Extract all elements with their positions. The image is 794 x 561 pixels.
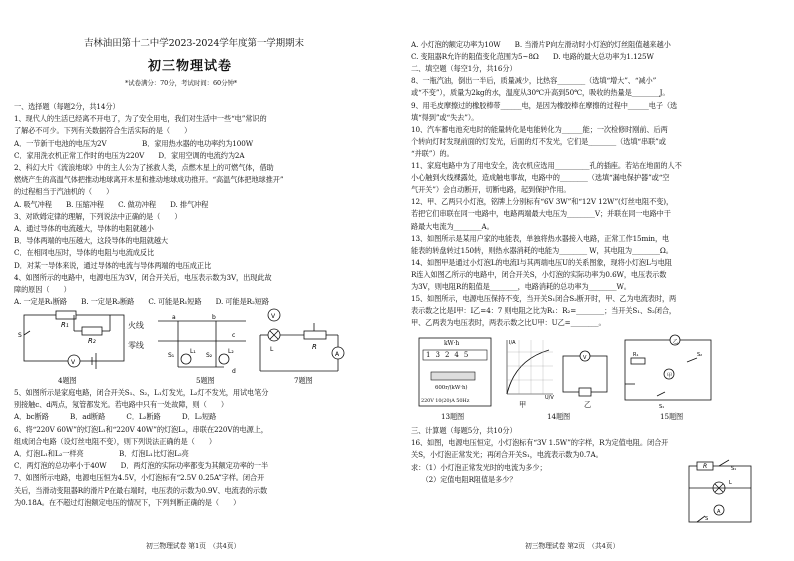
svg-text:S: S [18,332,22,339]
text-line: C．家用洗衣机正常工作时的电压为220V D．家用空调的电流约为2A [14,150,245,160]
svg-text:V: V [583,355,587,361]
figure-q7-label: 7题图 [294,376,313,385]
text-line: “并联”）的。 [411,148,454,158]
text-line: 14、如图甲是通过小灯泡L的电流I与其两端电压U的关系图象，现将小灯泡L与电阻 [411,257,672,267]
text-line: C．在相同电压时，导体的电阻与电流成反比 [14,248,155,258]
text-line: 为3V，则电阻R的阻值是________，电路消耗的总功率为________W。 [411,282,631,291]
text-line: 7、如图所示电路，电源电压恒为4.5V，小灯泡标有“2.5V 0.25A”字样。闭合开 [14,473,265,483]
svg-text:d: d [232,368,236,375]
figure-q14-circuit-label: 乙 [584,400,592,409]
text-line: C．两灯泡的总功率小于40W D．两灯泡的实际功率都变为其额定功率的一半 [14,461,269,471]
text-line: 8、一瓶汽油，倒出一半后，质量减少，比热容________（选填“增大”、“减小” [411,76,657,86]
text-line: 12、甲、乙两只小灯泡，铭牌上分别标有“6V 3W”和“12V 12W”(灯丝电阻不变)， [411,197,674,207]
text-line: 三、计算题（每题5分，共10分） [411,426,517,435]
figure-q15-label: 15题图 [660,412,684,421]
figure-q13-label: 13题图 [441,412,465,421]
svg-text:U/V: U/V [545,395,554,400]
text-line: 关S，小灯泡正常发光；再闭合开关S₁，电流表示数为0.7A。 [411,450,603,460]
svg-text:R₁: R₁ [61,321,69,329]
text-line: 了解必不可少。下列有关数据符合生活实际的是（ ） [14,126,192,136]
text-line: 甲、乙两表为电压表时，两表示数之比U甲：U乙=________。 [411,318,606,328]
exam-title: 初三物理试卷 [148,59,233,74]
svg-text:V: V [71,359,76,366]
figure-q5-circuit [128,309,248,381]
exam-school-heading: 吉林油田第十二中学2023-2024学年度第一学期期末 [84,38,304,49]
text-line: B．导体两端的电压越大，这段导体的电阻就越大 [14,236,169,246]
text-line: 气开关”）会自动断开，切断电路，起到保护作用。 [411,185,571,195]
svg-text:R₁: R₁ [633,352,639,358]
svg-text:甲: 甲 [667,373,673,379]
text-line: 16、如图，电源电压恒定，小灯泡标有“3V 1.5W”的字样，R为定值电阻。闭合开 [411,438,669,448]
text-line: A．通过导体的电流越大，导体的电阻就越小 [14,224,154,233]
svg-text:S₁: S₁ [659,404,665,410]
figure-q14-iu-graph [499,336,555,400]
svg-text:I/A: I/A [509,340,516,346]
text-line: 3、对欧姆定律的理解，下列说法中正确的是（ ） [14,211,182,221]
text-line: C. 变阻器R允许的阻值变化范围为5~8Ω D. 电路的最大总功率为1.125W [411,52,654,62]
neutral-wire-label: 零线 [128,341,144,350]
figure-q5-label: 5题图 [196,376,215,385]
figure-q14-label: 14题图 [547,412,571,421]
svg-text:A: A [717,509,721,515]
figure-q14-graph-label: 甲 [519,400,527,409]
text-line: A. 一定是R₁断路 B. 一定是R₂断路 C. 可能是R₁短路 D. 可能是R₂短路 [14,297,269,307]
text-line: 1、现代人的生活已经离不开电了，为了安全用电，我们对生活中一些“电”常识的 [14,114,267,124]
text-line: A．一节新干电池的电压为2V B．家用热水器的电功率约为100W [14,138,253,148]
text-line: 若把它们串联在同一电路中，电路两端最大电压为________V；并联在同一电路中干 [411,209,671,219]
svg-text:S: S [705,516,709,522]
text-line: 2、科幻大片《流浪地球》中的主人公为了拯救人类，点燃木星上的可燃气体，借助 [14,163,274,172]
text-line: R连入如图乙所示的电路中，闭合开关S，小灯泡的实际功率为0.6W，电压表示数 [411,269,667,279]
svg-text:L: L [270,346,274,353]
text-line: 燃烧产生的高温气体把推动地球离开木星和推动地球成功推开。“高温气体把地球推开” [14,175,284,185]
svg-text:R₂: R₂ [88,337,96,345]
meter-rate: 600r/(kW·h) [435,385,468,391]
meter-digits: 13245 [426,351,474,359]
meter-spec: 220V 10(20)A 50Hz [421,398,470,404]
text-line: 障的原因（ ） [14,285,71,294]
text-line: 表示数之比是I甲：I乙=4：7 则电阻之比为R₁：R₂=________；当开关S₁、S₂闭合， [411,306,676,316]
text-line: D．对某一导体来说，通过导体的电流与导体两端的电压成正比 [14,260,212,270]
text-line: A. 吸气冲程 B. 压缩冲程 C. 做功冲程 D. 排气冲程 [14,199,209,209]
meter-unit: kW·h [444,340,460,347]
text-line: A．灯泡L₁和L₂一样亮 B．灯泡L₁比灯泡L₂亮 [14,449,189,458]
figure-q7-circuit [252,305,352,381]
text-line: 关后，当滑动变阻器R的滑片P在最右端时，电压表的示数为0.9V、电流表的示数 [14,485,268,495]
text-line: 别接触c、d两点，氖管都发光。若电路中只有一处故障，则（ ） [14,400,228,410]
svg-text:乙: 乙 [673,339,679,345]
text-line: 组成闭合电路（设灯丝电阻不变），则下列说法正确的是（ ） [14,436,216,446]
svg-text:L₁: L₁ [190,348,196,355]
svg-text:b: b [212,314,216,321]
text-line: （2）定值电阻R阻值是多少？ [411,474,517,484]
svg-text:L: L [729,480,732,486]
svg-text:a: a [172,314,176,321]
text-line: 13、如图所示是某用户家的电能表，单独将热水器接入电路，正常工作15min，电 [411,233,670,243]
text-line: 或“不变”），质量为2kg的水，温度从30℃升高到50℃，吸收的热量是________J。 [411,88,670,98]
text-line: 小心触到火线裸露处，造成触电事故，电路中的________（选填“漏电保护器”或“空 [411,173,670,183]
svg-text:c: c [232,332,236,339]
text-line: 二、填空题（每空1分，共16分） [411,64,517,74]
footer-page-1: 初三物理试卷 第1页 （共4页） [146,542,241,550]
text-line: 个转向灯时发现前面的灯发光，后面的灯不发光，它们是________（选填“串联”或 [411,136,666,146]
page-2 [397,0,794,561]
text-line: 求：（1）小灯泡正常发光时的电流为多少； [411,462,547,472]
text-line: 为0.18A。在不超过灯泡额定电压的情况下，下列判断正确的是（ ） [14,497,241,507]
svg-text:A: A [335,351,340,358]
svg-text:S₁: S₁ [731,466,737,472]
text-line: 15、如图所示，电源电压保持不变，当开关S₁闭合S₂断开时，甲、乙为电流表时，两 [411,294,677,304]
text-line: 5、如图所示是家庭电路，闭合开关S₁、S₂，L₁灯发光，L₂灯不发光，用试电笔分 [14,388,269,397]
text-line: 填“得到”或“失去”）。 [411,112,479,122]
figure-q14-circuit [559,346,611,400]
text-line: 4、如图所示的电路中，电源电压为3V，闭合开关后，电压表示数为3V，出现此故 [14,272,272,282]
svg-text:S₂: S₂ [697,352,703,358]
svg-text:V: V [271,313,276,320]
text-line: A．bc断路 B．ad断路 C．L₂断路 D．L₂短路 [14,412,217,422]
text-line: 一、选择题（每题2分，共14分） [14,102,120,111]
figure-q4-label: 4题图 [58,376,77,385]
text-line: 9、用毛皮摩擦过的橡胶棒带______电，是因为橡胶棒在摩擦的过程中______电子（选 [411,100,678,110]
figure-q16-circuit [683,458,759,530]
figure-q4-circuit [18,307,130,379]
text-line: 11、家庭电路中为了用电安全，洗衣机应选用__________孔的插座。若站在地面的人不 [411,161,682,170]
text-line: 6、将“220V 60W”的灯泡L₁和“220V 40W”的灯泡L₂，串联在220V的电源上， [14,424,268,434]
text-line: A. 小灯泡的额定功率为10W B. 当滑片P向左滑动时小灯泡的灯丝阻值越来越小 [411,40,671,49]
exam-info: *试卷满分：70分，考试时间：60分钟* [125,79,238,87]
text-line: 的过程相当于汽油机的（ ） [14,187,114,197]
svg-text:S₂: S₂ [206,352,213,359]
svg-text:S₁: S₁ [168,352,175,359]
footer-page-2: 初三物理试卷 第2页 （共4页） [525,542,620,550]
text-line: 路最大电流为________A。 [411,221,494,231]
figure-q15-circuit [617,332,717,410]
text-line: 10、汽车蓄电池充电时的能量转化是电能转化为______能；一次检修时刚前、后两 [411,124,668,134]
svg-text:L₂: L₂ [228,348,234,355]
text-line: 能表的转盘转过150转，则热水器消耗的电能为________ W，其电阻为________Ω。 [411,245,673,255]
svg-text:R: R [312,343,317,351]
live-wire-label: 火线 [128,321,144,330]
svg-text:R: R [703,463,708,470]
